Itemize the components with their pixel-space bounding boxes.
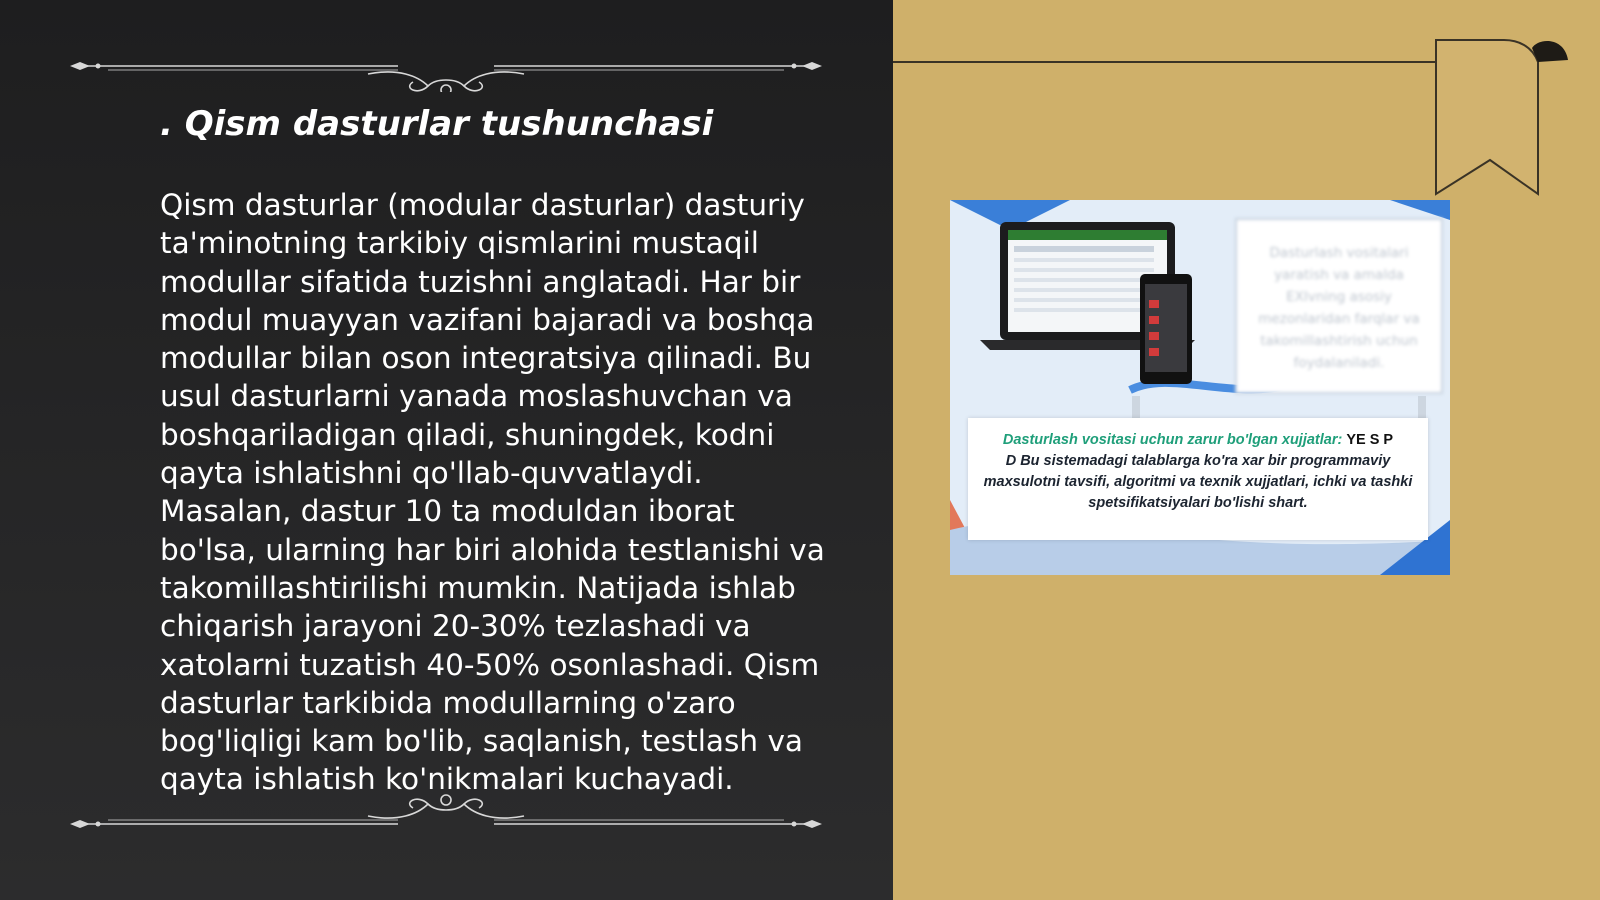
caption-heading: Dasturlash vositasi uchun zarur bo'lgan xujjatlar:	[1002, 432, 1343, 448]
decorative-divider-bottom	[68, 782, 824, 832]
caption-code: YE S P	[1346, 432, 1394, 448]
infographic-image	[950, 200, 1450, 575]
smartphone-icon	[1140, 274, 1192, 384]
bookmark-icon	[1434, 36, 1570, 198]
caption-heading-line	[978, 430, 1418, 451]
slide-title: . Qism dasturlar tushunchasi	[160, 104, 714, 144]
decorative-rule-line	[893, 61, 1440, 63]
blurred-note-box: Dasturlash vositalari yaratish va amalda EXIvning asosiy mezonlaridan farqlar va takomillashtirish uchun foydalaniladi.	[1235, 218, 1443, 394]
decorative-divider-top	[68, 42, 824, 92]
slide-body-text: Qism dasturlar (modular dasturlar) dasturiy ta'minotning tarkibiy qismlarini mustaqil modullar sifatida tuzishni anglatadi. Har bir modul muayyan vazifani bajaradi va boshqa modullar bilan oson integratsiya qilinadi. Bu usul dasturlarni yanada moslashuvchan va boshqariladigan qiladi, shuningdek, kodni qayta ishlatishni qo'llab-quvvatlaydi. Masalan, dastur 10 ta moduldan iborat bo'lsa, ularning har biri alohida testlanishi va takomillashtirilishi mumkin. Natijada ishlab chiqarish jarayoni 20-30% tezlashadi va xatolarni tuzatish 40-50% osonlashadi. Qism dasturlar tarkibida modullarning o'zaro bog'liqligi kam bo'lib, saqlanish, testlash va qayta ishlatish ko'nikmalari kuchayadi.	[160, 188, 825, 797]
caption-text: D Bu sistemadagi talablarga ko'ra xar bir programmaviy maxsulotni tavsifi, algoritmi va texnik xujjatlari, ichki va tashki spetsifikatsiyalari bo'lishi shart.	[983, 453, 1413, 511]
caption-box	[968, 418, 1428, 540]
